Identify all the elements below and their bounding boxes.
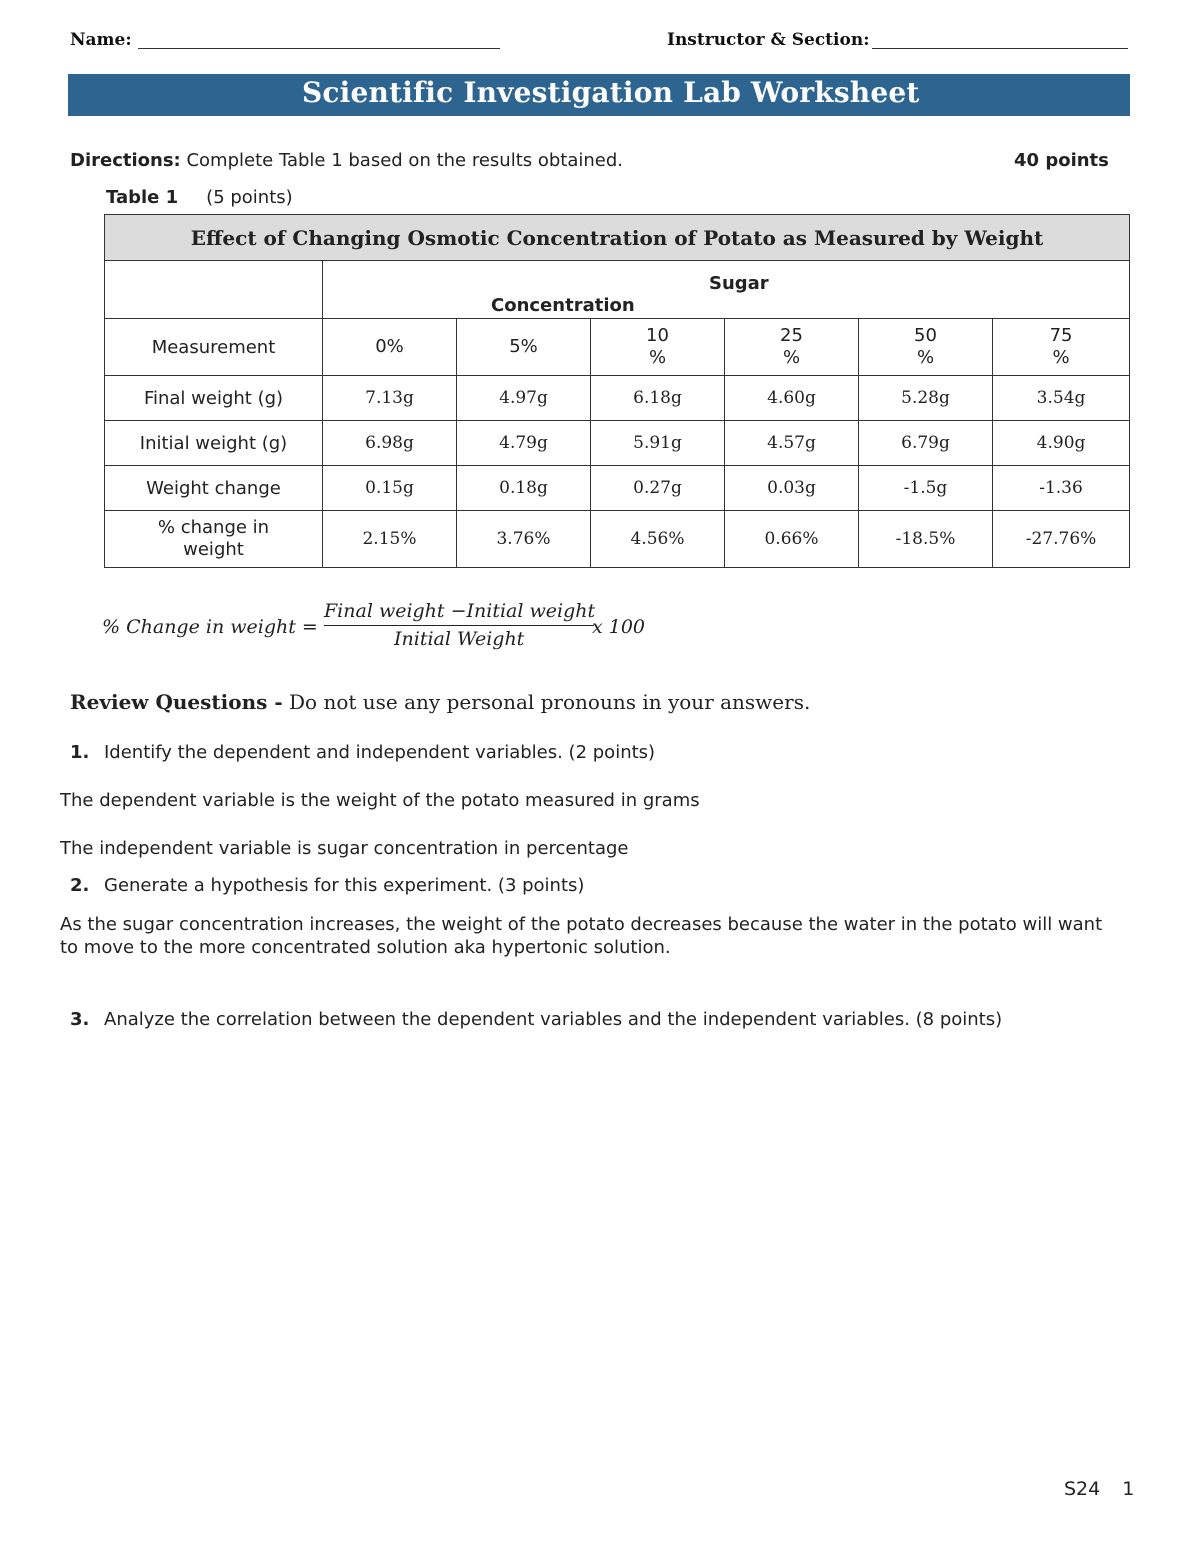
name-field[interactable] xyxy=(138,48,500,49)
table-cell: 4.57g xyxy=(725,421,859,466)
concentration-header xyxy=(859,319,993,376)
directions-text: Complete Table 1 based on the results obtained. xyxy=(186,150,624,171)
table-row-final-weight xyxy=(105,376,1130,421)
concentration-value: 25 xyxy=(780,325,803,346)
table-cell: -1.5g xyxy=(859,466,993,511)
answer-1-independent[interactable]: The independent variable is sugar concentration in percentage xyxy=(60,838,629,859)
concentration-value: 50 xyxy=(914,325,937,346)
row-label: Initial weight (g) xyxy=(105,421,323,466)
concentration-header xyxy=(323,319,457,376)
table-cell: 4.90g xyxy=(993,421,1130,466)
table-cell: -27.76% xyxy=(993,511,1130,568)
fraction-bar xyxy=(324,625,594,626)
page-number: 1 xyxy=(1122,1478,1135,1500)
question-number: 1. xyxy=(70,742,90,763)
table-cell: 4.97g xyxy=(457,376,591,421)
concentration-header xyxy=(993,319,1130,376)
table-cell: 3.76% xyxy=(457,511,591,568)
table-cell: 7.13g xyxy=(323,376,457,421)
table-cell: 0.15g xyxy=(323,466,457,511)
sugar-label: Sugar xyxy=(709,273,769,294)
table-cell: 5.28g xyxy=(859,376,993,421)
table-cell: 2.15% xyxy=(323,511,457,568)
total-points: 40 points xyxy=(1014,150,1109,171)
table-cell: 0.66% xyxy=(725,511,859,568)
table-title: Effect of Changing Osmotic Concentration of Potato as Measured by Weight xyxy=(105,215,1130,261)
concentration-unit: % xyxy=(782,347,801,368)
table-caption-points: (5 points) xyxy=(206,187,293,208)
results-table xyxy=(104,214,1130,568)
table-caption xyxy=(106,187,293,208)
formula-numerator: Final weight −Initial weight xyxy=(324,600,596,622)
review-label: Review Questions - xyxy=(70,690,283,714)
concentration-value: 75 xyxy=(1049,325,1073,346)
page-footer xyxy=(1064,1478,1134,1500)
question-number: 3. xyxy=(70,1009,90,1030)
table-cell: -18.5% xyxy=(859,511,993,568)
formula-lhs: % Change in weight = xyxy=(102,616,318,638)
name-label: Name: xyxy=(70,30,132,50)
question-text: Analyze the correlation between the dependent variables and the independent variables. (8 points) xyxy=(104,1009,1003,1030)
row-label: Weight change xyxy=(105,466,323,511)
review-instruction: Do not use any personal pronouns in your answers. xyxy=(289,690,811,714)
table-corner-cell xyxy=(105,261,323,319)
question-number: 2. xyxy=(70,875,90,896)
instructor-section-label: Instructor & Section: xyxy=(667,30,870,50)
table-cell: 3.54g xyxy=(993,376,1130,421)
concentration-value: 0% xyxy=(375,336,404,357)
table-cell: 0.18g xyxy=(457,466,591,511)
concentration-header xyxy=(591,319,725,376)
formula-denominator: Initial Weight xyxy=(394,628,525,650)
answer-2-hypothesis[interactable]: As the sugar concentration increases, the weight of the potato decreases because the water in the potato will want to move to the more concentrated solution aka hypertonic solution. xyxy=(60,914,1103,958)
table-cell: 4.79g xyxy=(457,421,591,466)
table-caption-label: Table 1 xyxy=(106,187,179,208)
table-cell: 6.79g xyxy=(859,421,993,466)
concentration-value: 5% xyxy=(509,336,538,357)
table-row-initial-weight xyxy=(105,421,1130,466)
question-text: Identify the dependent and independent variables. (2 points) xyxy=(104,742,656,763)
table-cell: 6.98g xyxy=(323,421,457,466)
table-cell: 5.91g xyxy=(591,421,725,466)
table-cell: 6.18g xyxy=(591,376,725,421)
sugar-concentration-header xyxy=(323,261,1130,319)
concentration-header xyxy=(457,319,591,376)
row-label xyxy=(105,511,323,568)
answer-1-dependent[interactable]: The dependent variable is the weight of the potato measured in grams xyxy=(60,790,700,811)
question-text: Generate a hypothesis for this experiment. (3 points) xyxy=(104,875,585,896)
row-label-line: % change in xyxy=(157,517,270,538)
concentration-label: Concentration xyxy=(491,295,635,316)
instructor-section-field[interactable] xyxy=(872,48,1128,49)
version-code: S24 xyxy=(1064,1478,1101,1500)
page-title: Scientific Investigation Lab Worksheet xyxy=(302,76,920,109)
table-cell: 4.60g xyxy=(725,376,859,421)
row-label: Final weight (g) xyxy=(105,376,323,421)
directions-label: Directions: xyxy=(70,150,181,171)
table-cell: 0.27g xyxy=(591,466,725,511)
measurement-header: Measurement xyxy=(105,319,323,376)
directions xyxy=(70,150,623,171)
concentration-unit: % xyxy=(648,347,667,368)
table-cell: 0.03g xyxy=(725,466,859,511)
concentration-header xyxy=(725,319,859,376)
concentration-unit: % xyxy=(916,347,935,368)
concentration-value: 10 xyxy=(646,325,669,346)
table-cell: 4.56% xyxy=(591,511,725,568)
table-cell: -1.36 xyxy=(993,466,1130,511)
row-label-line: weight xyxy=(183,539,244,560)
table-row-percent-change xyxy=(105,511,1130,568)
review-questions-heading xyxy=(70,690,810,714)
concentration-unit: % xyxy=(1052,347,1070,368)
formula-multiplier: x 100 xyxy=(592,616,646,638)
table-row-weight-change xyxy=(105,466,1130,511)
